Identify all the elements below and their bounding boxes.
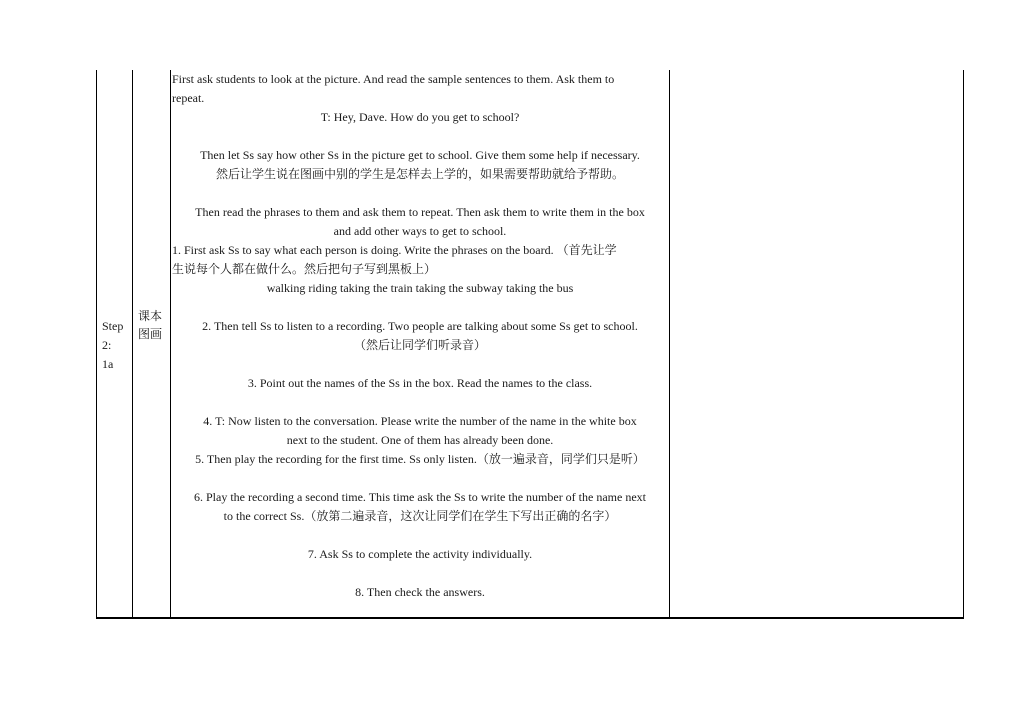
column-divider bbox=[170, 70, 171, 619]
materials-label bbox=[138, 307, 166, 343]
step-label bbox=[102, 317, 123, 374]
materials-line: 图画 bbox=[138, 327, 163, 341]
step-label-line: 2: bbox=[102, 338, 112, 352]
procedure-line: T: Hey, Dave. How do you get to school? bbox=[320, 110, 520, 124]
materials-line: 课本 bbox=[138, 309, 163, 323]
procedure-line: 4. T: Now listen to the conversation. Please write the number of the name in the white box bbox=[203, 414, 637, 428]
procedure-line: 2. Then tell Ss to listen to a recording. Two people are talking about some Ss get to school. bbox=[202, 319, 638, 333]
column-divider bbox=[132, 70, 133, 619]
procedure-line: next to the student. One of them has already been done. bbox=[286, 433, 554, 447]
procedure-line: 5. Then play the recording for the first time. Ss only listen.（放一遍录音，同学们只是听） bbox=[195, 452, 645, 466]
procedure-line: Then let Ss say how other Ss in the picture get to school. Give them some help if necessary. bbox=[200, 148, 640, 162]
procedure-line: First ask students to look at the picture. And read the sample sentences to them. Ask them to bbox=[172, 72, 615, 86]
procedure-line: 生说每个人都在做什么。然后把句子写到黑板上） bbox=[172, 262, 437, 276]
procedure-line: and add other ways to get to school. bbox=[333, 224, 507, 238]
step-cell bbox=[102, 70, 132, 619]
procedure-line: 然后让学生说在图画中别的学生是怎样去上学的，如果需要帮助就给予帮助。 bbox=[215, 167, 624, 181]
procedure-line: to the correct Ss.（放第二遍录音，这次让同学们在学生下写出正确的名字） bbox=[223, 509, 617, 523]
procedure-cell bbox=[172, 70, 668, 619]
table-border-left bbox=[96, 70, 97, 619]
procedure-line: Then read the phrases to them and ask them to repeat. Then ask them to write them in the box bbox=[195, 205, 645, 219]
notes-cell bbox=[670, 70, 962, 619]
procedure-line: repeat. bbox=[172, 91, 205, 105]
procedure-line: 6. Play the recording a second time. This time ask the Ss to write the number of the name next bbox=[193, 490, 646, 504]
procedure-line: 1. First ask Ss to say what each person is doing. Write the phrases on the board. （首先让学 bbox=[172, 243, 617, 257]
materials-cell bbox=[136, 70, 170, 619]
procedure-line: 8. Then check the answers. bbox=[355, 585, 485, 599]
step-label-line: 1a bbox=[102, 357, 114, 371]
procedure-line: （然后让同学们听录音） bbox=[353, 338, 486, 352]
procedure-line: walking riding taking the train taking the subway taking the bus bbox=[266, 281, 574, 295]
procedure-line: 7. Ask Ss to complete the activity individually. bbox=[307, 547, 533, 561]
step-label-line: Step bbox=[102, 319, 124, 333]
lesson-plan-table bbox=[96, 70, 964, 619]
procedure-line: 3. Point out the names of the Ss in the box. Read the names to the class. bbox=[247, 376, 593, 390]
table-border-right bbox=[963, 70, 964, 619]
